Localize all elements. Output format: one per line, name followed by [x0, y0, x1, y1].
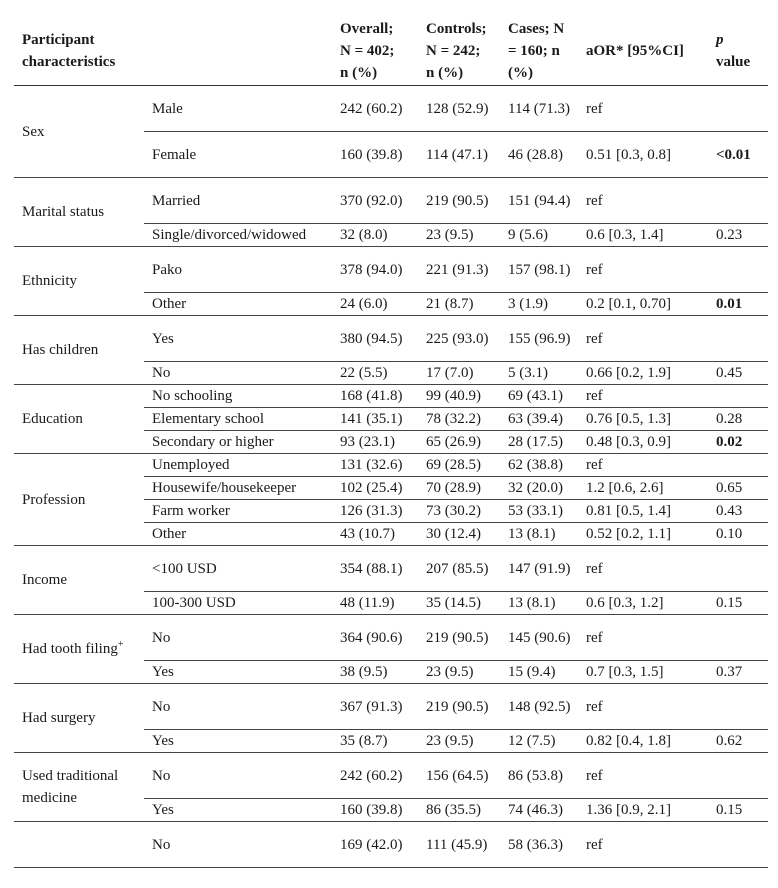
header-characteristic-label: Participant characteristics [22, 32, 116, 70]
level-cell: Secondary or higher [152, 434, 274, 450]
aor-cell: 0.2 [0.1, 0.70] [586, 296, 671, 312]
controls-cell: 219 (90.5) [426, 629, 489, 646]
level-cell: Yes [152, 802, 174, 818]
overall-cell: 35 (8.7) [340, 733, 388, 749]
aor-cell: 0.66 [0.2, 1.9] [586, 365, 671, 381]
cases-cell: 63 (39.4) [508, 411, 563, 427]
header-controls-line3: n (%) [426, 65, 464, 81]
cases-cell: 5 (3.1) [508, 365, 548, 381]
header-p-value [708, 18, 768, 86]
level-cell: Pako [152, 261, 182, 278]
table-row [14, 615, 768, 661]
controls-cell: 23 (9.5) [426, 733, 474, 749]
level-cell: Married [152, 192, 201, 209]
table-row [14, 684, 768, 730]
level-cell: Yes [152, 664, 174, 680]
table-row [14, 247, 768, 293]
participant-characteristics-table [14, 18, 768, 868]
level-cell: Male [152, 100, 183, 117]
controls-cell: 225 (93.0) [426, 330, 489, 347]
cases-cell: 13 (8.1) [508, 526, 556, 542]
p-value-cell [708, 454, 768, 477]
level-cell: No schooling [152, 388, 233, 404]
controls-cell: 73 (30.2) [426, 503, 481, 519]
p-value-cell: 0.01 [716, 296, 743, 312]
aor-cell: 0.82 [0.4, 1.8] [586, 733, 671, 749]
p-value-cell: <0.01 [716, 146, 751, 163]
aor-cell: ref [586, 698, 603, 715]
p-value-cell: 0.62 [716, 733, 743, 749]
level-cell: Unemployed [152, 457, 230, 473]
group-label [14, 454, 144, 546]
controls-cell: 114 (47.1) [426, 146, 488, 163]
level-cell: No [152, 767, 171, 784]
aor-cell: 1.36 [0.9, 2.1] [586, 802, 671, 818]
cases-cell: 13 (8.1) [508, 595, 556, 611]
aor-cell: ref [586, 192, 603, 209]
level-cell: Farm worker [152, 503, 230, 519]
overall-cell: 32 (8.0) [340, 227, 388, 243]
overall-cell: 102 (25.4) [340, 480, 403, 496]
controls-cell: 65 (26.9) [426, 434, 481, 450]
header-controls [418, 18, 500, 86]
overall-cell: 131 (32.6) [340, 457, 403, 473]
group-label [14, 753, 144, 822]
header-overall-line3: n (%) [340, 65, 378, 81]
group-label [14, 615, 144, 684]
cases-cell: 62 (38.8) [508, 457, 563, 473]
header-cases-line2: = 160; n [508, 43, 560, 59]
p-value-cell [708, 615, 768, 661]
header-characteristic [14, 18, 332, 86]
group-label [14, 684, 144, 753]
p-value-cell: 0.28 [716, 411, 743, 427]
table-row [14, 822, 768, 868]
p-value-cell: 0.15 [716, 595, 743, 611]
table-row [14, 753, 768, 799]
cases-cell: 15 (9.4) [508, 664, 556, 680]
aor-cell: 0.52 [0.2, 1.1] [586, 526, 671, 542]
controls-cell: 99 (40.9) [426, 388, 481, 404]
level-cell: Elementary school [152, 411, 265, 427]
level-cell: <100 USD [152, 560, 217, 577]
cases-cell: 155 (96.9) [508, 330, 571, 347]
cases-cell: 151 (94.4) [508, 192, 571, 209]
table-row [14, 385, 768, 408]
group-label [14, 385, 144, 454]
group-label-text: Education [22, 411, 83, 427]
overall-cell: 169 (42.0) [332, 822, 418, 868]
header-p-line2: value [716, 54, 751, 70]
controls-cell: 30 (12.4) [426, 526, 481, 542]
cases-cell: 46 (28.8) [508, 146, 563, 163]
p-value-cell: 0.23 [716, 227, 743, 243]
cases-cell: 32 (20.0) [508, 480, 563, 496]
header-aor [578, 18, 708, 86]
overall-cell: 354 (88.1) [340, 560, 403, 577]
cases-cell: 157 (98.1) [508, 261, 571, 278]
controls-cell: 69 (28.5) [426, 457, 481, 473]
header-controls-line2: N = 242; [426, 43, 481, 59]
cases-cell: 9 (5.6) [508, 227, 548, 243]
overall-cell: 364 (90.6) [340, 629, 403, 646]
aor-cell: 0.6 [0.3, 1.2] [586, 595, 664, 611]
p-value-cell: 0.10 [716, 526, 743, 542]
aor-cell: 0.51 [0.3, 0.8] [586, 146, 671, 163]
level-cell: Housewife/housekeeper [152, 480, 297, 496]
p-value-cell [708, 385, 768, 408]
controls-cell: 23 (9.5) [426, 664, 474, 680]
aor-cell: ref [586, 560, 603, 577]
level-cell: Yes [152, 733, 174, 749]
controls-cell: 207 (85.5) [426, 560, 489, 577]
level-cell: Other [152, 526, 187, 542]
group-label-text: Had surgery [22, 710, 96, 726]
aor-cell: ref [586, 767, 603, 784]
controls-cell: 17 (7.0) [426, 365, 474, 381]
overall-cell: 38 (9.5) [340, 664, 388, 680]
header-overall [332, 18, 418, 86]
overall-cell: 160 (39.8) [340, 146, 403, 163]
table-row [14, 316, 768, 362]
level-cell: No [144, 822, 332, 868]
header-cases-line3: (%) [508, 65, 533, 81]
controls-cell: 156 (64.5) [426, 767, 489, 784]
level-cell: No [152, 698, 171, 715]
cases-cell: 114 (71.3) [508, 100, 570, 117]
table-row [14, 546, 768, 592]
level-cell: Single/divorced/widowed [152, 227, 307, 243]
group-label [14, 546, 144, 615]
group-label [14, 822, 144, 868]
p-value-cell [708, 822, 768, 868]
aor-cell: 0.7 [0.3, 1.5] [586, 664, 664, 680]
p-value-cell [708, 178, 768, 224]
controls-cell: 86 (35.5) [426, 802, 481, 818]
overall-cell: 141 (35.1) [340, 411, 403, 427]
p-value-cell: 0.02 [716, 434, 743, 450]
overall-cell: 48 (11.9) [340, 595, 395, 611]
aor-cell: ref [586, 261, 603, 278]
cases-cell: 86 (53.8) [508, 767, 563, 784]
header-overall-line2: N = 402; [340, 43, 395, 59]
group-label-text: Used traditional medicine [22, 768, 119, 806]
p-value-cell: 0.45 [716, 365, 743, 381]
controls-cell: 23 (9.5) [426, 227, 474, 243]
level-cell: Other [152, 296, 187, 312]
controls-cell: 221 (91.3) [426, 261, 489, 278]
aor-cell: ref [586, 388, 603, 404]
header-controls-line1: Controls; [426, 21, 487, 37]
p-value-cell: 0.65 [716, 480, 743, 496]
controls-cell: 111 (45.9) [418, 822, 500, 868]
header-p-line1: p [716, 32, 724, 48]
p-value-cell [708, 247, 768, 293]
cases-cell: 58 (36.3) [500, 822, 578, 868]
overall-cell: 168 (41.8) [340, 388, 403, 404]
group-label-text: Marital status [22, 204, 105, 220]
level-cell: Female [152, 146, 197, 163]
cases-cell: 3 (1.9) [508, 296, 548, 312]
group-label [14, 86, 144, 178]
aor-cell: ref [586, 330, 603, 347]
cases-cell: 53 (33.1) [508, 503, 563, 519]
controls-cell: 21 (8.7) [426, 296, 474, 312]
aor-cell: 0.6 [0.3, 1.4] [586, 227, 664, 243]
controls-cell: 128 (52.9) [426, 100, 489, 117]
level-cell: Yes [152, 330, 174, 347]
group-label-text: Had tooth filing [22, 641, 118, 657]
group-label [14, 178, 144, 247]
header-overall-line1: Overall; [340, 21, 394, 37]
cases-cell: 147 (91.9) [508, 560, 571, 577]
overall-cell: 160 (39.8) [340, 802, 403, 818]
aor-cell: 0.81 [0.5, 1.4] [586, 503, 671, 519]
cases-cell: 74 (46.3) [508, 802, 563, 818]
group-label [14, 247, 144, 316]
p-value-cell [708, 753, 768, 799]
level-cell: 100-300 USD [152, 595, 236, 611]
header-cases [500, 18, 578, 86]
level-cell: No [152, 629, 171, 646]
footnote-marker: + [117, 639, 124, 650]
table-body [14, 86, 768, 868]
overall-cell: 22 (5.5) [340, 365, 388, 381]
overall-cell: 24 (6.0) [340, 296, 388, 312]
p-value-cell [708, 86, 768, 132]
overall-cell: 380 (94.5) [340, 330, 403, 347]
p-value-cell: 0.15 [716, 802, 743, 818]
aor-cell: 0.48 [0.3, 0.9] [586, 434, 671, 450]
aor-cell: ref [578, 822, 708, 868]
cases-cell: 148 (92.5) [508, 698, 571, 715]
overall-cell: 242 (60.2) [340, 767, 403, 784]
p-value-cell [708, 546, 768, 592]
overall-cell: 242 (60.2) [340, 100, 403, 117]
group-label-text: Income [22, 572, 67, 588]
aor-cell: 0.76 [0.5, 1.3] [586, 411, 671, 427]
controls-cell: 70 (28.9) [426, 480, 481, 496]
header-cases-line1: Cases; N [508, 21, 565, 37]
cases-cell: 145 (90.6) [508, 629, 571, 646]
table-row [14, 86, 768, 132]
group-label [14, 316, 144, 385]
header-row [14, 18, 768, 86]
overall-cell: 378 (94.0) [340, 261, 403, 278]
overall-cell: 370 (92.0) [340, 192, 403, 209]
overall-cell: 367 (91.3) [340, 698, 403, 715]
p-value-cell [708, 684, 768, 730]
p-value-cell [708, 316, 768, 362]
group-label-text: Profession [22, 491, 86, 508]
group-label-text: Ethnicity [22, 273, 77, 289]
aor-cell: 1.2 [0.6, 2.6] [586, 480, 664, 496]
controls-cell: 78 (32.2) [426, 411, 481, 427]
p-value-cell: 0.37 [716, 664, 743, 680]
controls-cell: 35 (14.5) [426, 595, 481, 611]
aor-cell: ref [586, 457, 603, 473]
table-row [14, 178, 768, 224]
aor-cell: ref [586, 629, 603, 646]
cases-cell: 28 (17.5) [508, 434, 563, 450]
overall-cell: 126 (31.3) [340, 503, 403, 519]
group-label-text: Has children [22, 342, 99, 358]
level-cell: No [152, 365, 171, 381]
cases-cell: 69 (43.1) [508, 388, 563, 404]
aor-cell: ref [586, 100, 603, 117]
group-label-text: Sex [22, 123, 45, 140]
controls-cell: 219 (90.5) [426, 192, 489, 209]
p-value-cell: 0.43 [716, 503, 743, 519]
controls-cell: 219 (90.5) [426, 698, 489, 715]
overall-cell: 93 (23.1) [340, 434, 395, 450]
cases-cell: 12 (7.5) [508, 733, 556, 749]
table-row [14, 454, 768, 477]
overall-cell: 43 (10.7) [340, 526, 395, 542]
header-aor-label: aOR* [95%CI] [586, 43, 684, 59]
